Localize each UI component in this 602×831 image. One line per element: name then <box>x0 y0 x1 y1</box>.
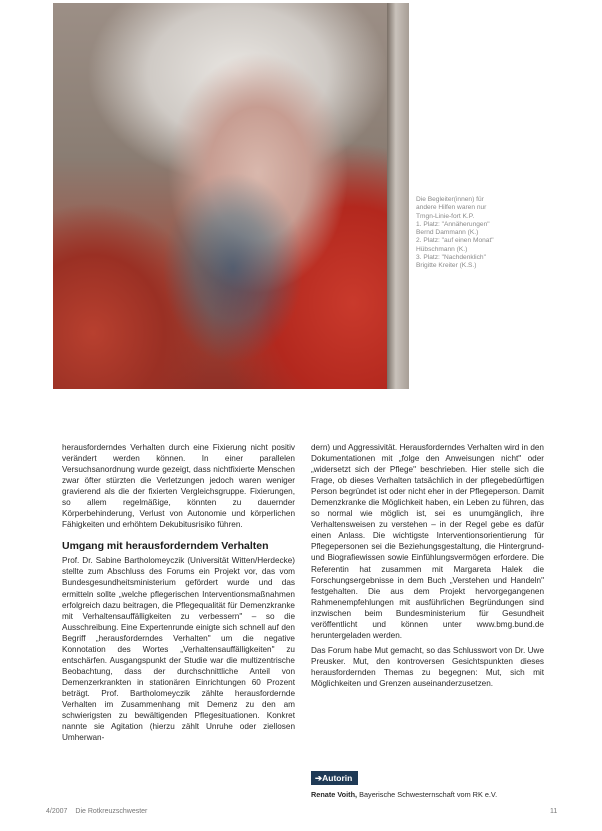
caption-line: Hübschmann (K.) <box>416 245 468 253</box>
right-paragraph-2: Das Forum habe Mut gemacht, so das Schlusswort von Dr. Uwe Preusker. Mut, den kontroversen Gesichtspunkten dieses herausfordernden Themas zu begegnen: Mut, sich mit Möglichkeiten und Grenzen auseinanderzusetzen. <box>311 645 544 688</box>
photo-caption <box>416 196 514 271</box>
caption-line: 2. Platz: "auf einen Monat" <box>416 237 494 245</box>
caption-line: 3. Platz: "Nachdenklich" <box>416 254 486 262</box>
footer-issue <box>46 808 147 815</box>
caption-line: Brigitte Kreiter (K.S.) <box>416 262 477 270</box>
page-number: 11 <box>550 808 558 815</box>
right-paragraph-1: dern) und Aggressivität. Herausforderndes Verhalten wird in den Dokumentationen mit „folge den Anweisungen nicht" oder „widersetzt sich der Pflege" beschrieben. Hier stelle sich die Frage, ob dieses Verhalten tatsächlich in der pflegebedürftigen Person begründet ist oder nicht eher in der Pflegeperson. Damit Demenzkranke die Möglichkeit haben, ein Leben zu führen, das so normal wie möglich ist, sei es unumgänglich, ihre Verhaltensweisen zu verstehen – in der Regel gebe es dafür einen Anlass. Die wichtigste Interventionsorientierung für Pflegepersonen sei die Beziehungsgestaltung, die Hintergrund- und Biografiewissen sowie Einfühlungsvermögen erfordere. Die Referentin hat zusammen mit Margareta Halek die Forschungsergebnisse in dem Buch „Verstehen und Handeln" festgehalten. Die aus dem Projekt hervorgegangenen Rahmenempfehlungen mit ausführlichen Begründungen sind inzwischen beim Bundesministerium für Gesundheit veröffentlicht und können unter www.bmg.bund.de heruntergeladen werden. <box>311 443 544 640</box>
left-paragraph-1: herausforderndes Verhalten durch eine Fixierung nicht positiv verändert werden können. In einer parallelen Versuchsanordnung wurde gezeigt, dass nichtfixierte Menschen zwar öfter stürzten die Verletzungen jedoch waren weniger gravierend als die der fixierten Vergleichsgruppe. Fixierungen, so allem regelmäßige, könnten zu dauernder Körperbehinderung, Verlust von Autonomie und körperlichen Fähigkeiten und erhöhtem Dekubitusrisiko führen. <box>62 443 295 530</box>
author-label: Autorin <box>322 773 353 783</box>
author-name: Renate Voith, <box>311 790 358 799</box>
caption-line: Die Begleiter(innen) für <box>416 196 484 203</box>
caption-line: Tmgn-Linie-fort K.P. <box>416 212 475 220</box>
right-column <box>311 442 544 689</box>
author-credit <box>311 790 571 800</box>
left-paragraph-2: Prof. Dr. Sabine Bartholomeyczik (Universität Witten/Herdecke) stellte zum Abschluss des Forums ein Projekt vor, das vom Bundesgesundheitsministerium gefördert wurde und das ermitteln sollte „welche pflegerischen Interventionsmaßnahmen erfolgreich dazu beitragen, die Pflegequalität für Demenzkranke mit Verhaltensauffälligkeiten zu verbessern" – so die Ausschreibung. Eine Expertenrunde einigte sich schnell auf den Begriff „herausforderndes Verhalten" um die negative Konnotation des Wortes „Verhaltensauffälligkeiten" zu entschärfen. Ausgangspunkt der Studie war die multizentrische Beobachtung, dass der durchschnittliche Anteil von Demenzerkrankten in stationären Einrichtungen 60 Prozent beträgt. Prof. Bartholomeyczik zählte herausfordernde Verhalten im Zusammenhang mit Demenz zu den am schwierigsten zu bewältigenden Pflegesituationen. Konkret nannte sie Agitation (hierzu zählt Unruhe oder ziellosen Umherwan- <box>62 556 295 743</box>
caption-line: andere Hilfen waren nur <box>416 204 487 212</box>
section-heading: Umgang mit herausforderndem Verhalten <box>62 540 269 553</box>
caption-line: Bernd Dammann (K.) <box>416 229 479 237</box>
caption-line: 1. Platz: "Annäherungen" <box>416 220 490 228</box>
portrait-photo <box>53 3 409 389</box>
photo-frame-edge <box>387 3 409 389</box>
issue-number: 4/2007 <box>46 808 68 815</box>
author-affiliation: Bayerische Schwesternschaft vom RK e.V. <box>359 790 498 799</box>
painted-hand-overlay <box>148 168 318 368</box>
author-label-box <box>311 771 358 785</box>
left-column <box>62 442 295 743</box>
publication-name: Die Rotkreuzschwester <box>75 808 148 815</box>
arrow-right-icon: ➔ <box>315 773 323 783</box>
